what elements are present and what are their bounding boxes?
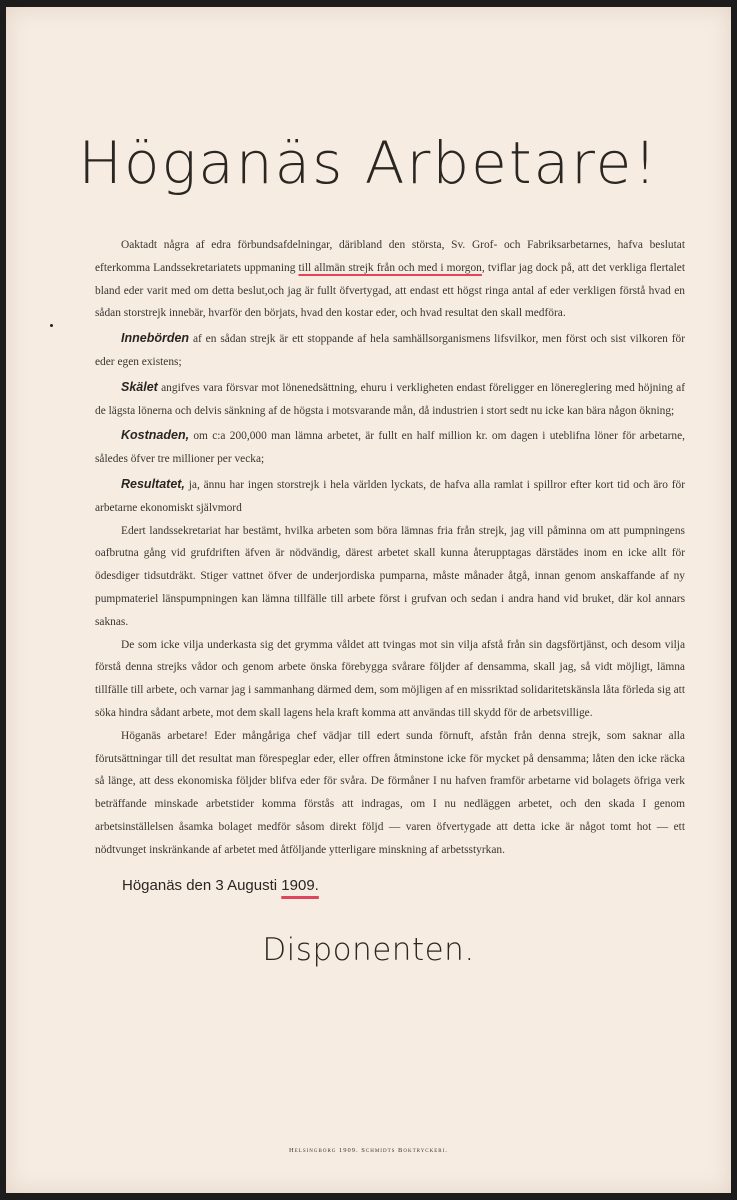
printer-imprint: Helsingborg 1909. Schmidts Boktryckeri. — [289, 1147, 448, 1154]
paragraph-7 — [95, 634, 685, 725]
poster-title: Höganäs Arbetare! — [78, 129, 659, 197]
paragraph-3 — [95, 376, 685, 423]
paragraph-text: ja, ännu har ingen storstrejk i hela världen lyckats, de hafva alla ramlat i spillror efter kort tid och äro för arbetarne ekonomiskt självmord — [95, 478, 685, 514]
paragraph-6 — [95, 520, 685, 634]
poster-sheet — [6, 7, 731, 1193]
paragraph-5 — [95, 473, 685, 520]
signature: Disponenten. — [262, 932, 475, 968]
paragraph-text: De som icke vilja underkasta sig det grymma våldet att tvingas mot sin vilja afstå från sin dagsförtjänst, och desom vilja förstå denna strejks vådor och genom arbete önska förebygga svårare följder af densamma, skall jag, så vidt möjligt, lämna tillfälle till arbete, och varnar jag i sammanhang därmed dem, som möjligen af en missriktad solidaritetskänsla låta förleda sig att söka hindra sådant arbete, mot dem skall lagens hela kraft komma att användas till skydd för de arbetsvillige. — [95, 638, 685, 719]
paragraph-8 — [95, 725, 685, 862]
paragraph-lead: Kostnaden, — [121, 428, 190, 443]
paragraph-text: Höganäs arbetare! Eder mångåriga chef vädjar till edert sunda förnuft, afstån från denna strejk, som saknar alla förutsättningar till det resultat man förespeglar eder, eller offren åtminstone icke för mycket på densamma; låten den icke räcka så länge, att dess ekonomiska följder blifva eder för svåra. De förmåner I nu hafven framför arbetarne vid bolagets öfriga verk beträffande minskade arbetstider komma förstås att indragas, om I nu nedläggen arbetet, och den skada I genom arbetsinställelsen åsamka bolaget medför såsom direkt följd — varen öfvertygade att detta icke är något tomt hot — ett nödtvunget inskränkande af arbetet med åtföljande ytterligare minskning af arbetsstyrkan. — [95, 729, 685, 856]
paragraph-text: om c:a 200,000 man lämna arbetet, är fullt en half million kr. om dagen i uteblifna löner för arbetarne, således öfver tre millioner per vecka; — [95, 430, 685, 466]
paragraph-1 — [95, 234, 685, 325]
date-line — [122, 877, 319, 894]
date-text: Höganäs den 3 Augusti — [122, 877, 282, 894]
red-underlined-phrase: till allmän strejk från och med i morgon — [298, 261, 482, 274]
date-year: 1909. — [281, 877, 319, 894]
paragraph-lead: Resultatet, — [121, 476, 185, 491]
paragraph-2 — [95, 327, 685, 374]
ink-speck — [50, 324, 53, 327]
paragraph-text: Oaktadt några af edra förbundsafdelningar, däribland den största, Sv. Grof- och Fabriksarbetarnes, hafva beslutat efterkomma Landssekretariatets uppmaning till allmän strejk från och med i morgon, tviflar jag dock på, att det verkliga flertalet bland eder varit med om detta beslut,och jag är fullt öfvertygad, att endast ett högst ringa antal af eder verkligen förstå hvad en sådan storstrejk innebär, hvarför den börjats, hvad den kostar eder, och hvad resultat den skall medföra. — [95, 239, 685, 320]
paragraph-lead: Innebörden — [121, 331, 190, 346]
paragraph-4 — [95, 424, 685, 471]
poster-body — [95, 234, 685, 862]
paragraph-text: Edert landssekretariat har bestämt, hvilka arbeten som böra lämnas fria från strejk, jag vill påminna om att pumpningens oafbrutna gång vid grufdriften äfven är nödvändig, därest arbetet skall kunna återupptagas därstädes inom en icke allt för ödesdiger tidsutdräkt. Stiger vattnet öfver de underjordiska pumparna, måste månader åtgå, innan genom anskaffande af ny pumpmateriel länspumpningen kan lämna tillfälle till arbete först i grufvan och sedan i andra hand vid bruket, där kol annars saknas. — [95, 524, 685, 628]
paragraph-text: af en sådan strejk är ett stoppande af hela samhällsorganismens lifsvilkor, men först och sist vilkoren för eder egen existens; — [95, 333, 685, 368]
paragraph-lead: Skälet — [121, 379, 158, 394]
paragraph-text: angifves vara försvar mot lönenedsättning, ehuru i verkligheten endast föreligger en lönereglering med höjning af de lägsta lönerna och delvis sänkning af de högsta i motsvarande mån, då industrien i stort sedt nu icke kan bära någon ökning; — [95, 381, 685, 417]
